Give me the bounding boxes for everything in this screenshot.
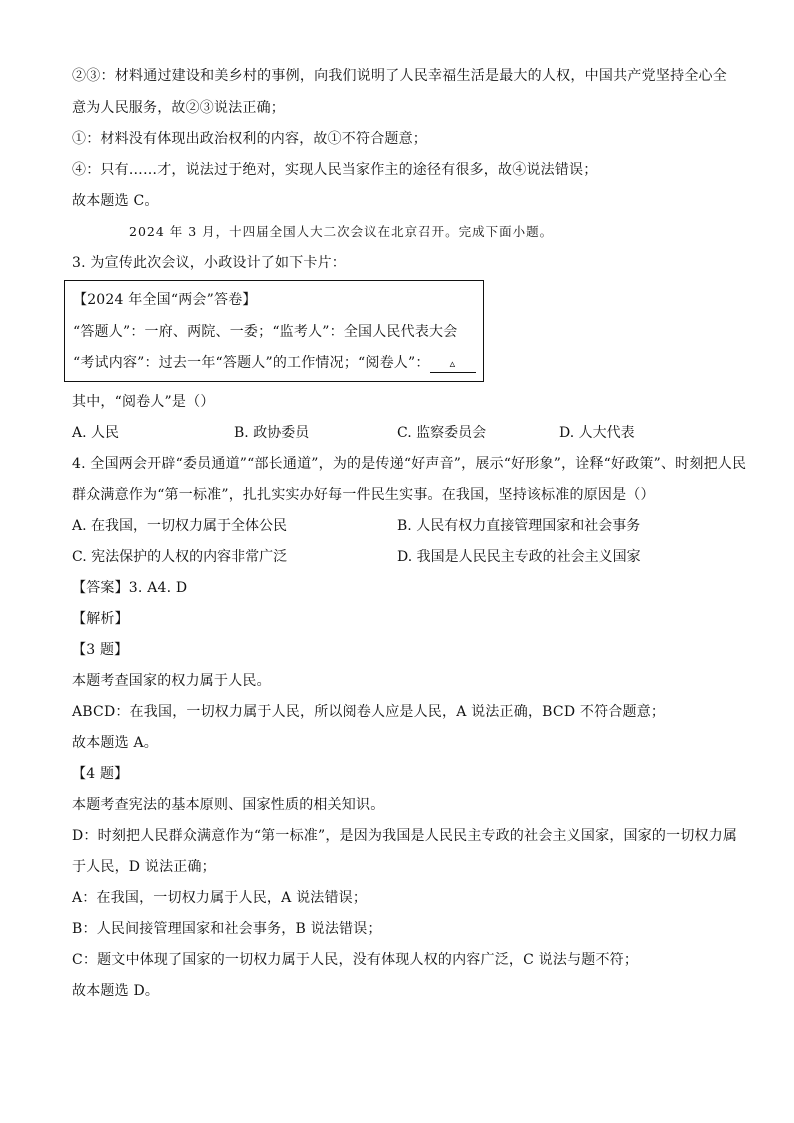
- q3-option-c: C. 监察委员会: [397, 425, 487, 441]
- analysis-text-line: ①：材料没有体现出政治权利的内容，故①不符合题意；: [72, 131, 427, 147]
- answer-line: 【答案】3. A4. D: [72, 580, 188, 596]
- q4-analysis-conclusion: 故本题选 D。: [72, 983, 160, 999]
- q4-analysis-label: 【4 题】: [72, 766, 129, 782]
- question-3-stem: 3. 为宣传此次会议，小政设计了如下卡片：: [72, 255, 347, 271]
- q4-analysis-line: 于人民，D 说法正确；: [72, 859, 216, 875]
- q4-analysis-line: B：人民间接管理国家和社会事务，B 说法错误；: [72, 921, 382, 937]
- analysis-heading: 【解析】: [72, 611, 129, 627]
- card-line: “答题人”：一府、两院、一委；“监考人”：全国人民代表大会: [73, 324, 458, 340]
- card-line-text: “考试内容”：过去一年“答题人”的工作情况；“阅卷人”：: [73, 355, 430, 371]
- q4-option-b: B. 人民有权力直接管理国家和社会事务: [397, 518, 641, 534]
- answer-blank: ▵: [430, 356, 476, 373]
- q3-option-b: B. 政协委员: [234, 425, 310, 441]
- analysis-conclusion: 故本题选 C。: [72, 193, 159, 209]
- q3-analysis-line: 本题考查国家的权力属于人民。: [72, 673, 271, 689]
- question-3-prompt: 其中，“阅卷人”是（）: [72, 394, 215, 410]
- material-intro: 2024 年 3 月，十四届全国人大二次会议在北京召开。完成下面小题。: [129, 224, 554, 239]
- q3-analysis-label: 【3 题】: [72, 642, 129, 658]
- q4-option-a: A. 在我国，一切权力属于全体公民: [72, 518, 288, 534]
- q4-option-c: C. 宪法保护的人权的内容非常广泛: [72, 549, 288, 565]
- analysis-text-line: ②③：材料通过建设和美乡村的事例，向我们说明了人民幸福生活是最大的人权，中国共产党坚持全心全: [72, 68, 727, 84]
- q3-analysis-conclusion: 故本题选 A。: [72, 735, 158, 751]
- q3-option-d: D. 人大代表: [559, 425, 635, 441]
- analysis-text-line: 意为人民服务，故②③说法正确；: [72, 100, 285, 116]
- card-title: 【2024 年全国“两会”答卷】: [73, 292, 257, 308]
- q4-option-d: D. 我国是人民民主专政的社会主义国家: [397, 549, 641, 565]
- q4-analysis-line: D：时刻把人民群众满意作为“第一标准”，是因为我国是人民民主专政的社会主义国家，国家的一切权力属: [72, 828, 738, 844]
- info-card: [64, 280, 484, 382]
- question-4-stem: 群众满意作为“第一标准”，扎扎实实办好每一件民生实事。在我国，坚持该标准的原因是（）: [72, 487, 655, 503]
- question-4-stem: 4. 全国两会开辟“委员通道”“部长通道”，为的是传递“好声音”，展示“好形象”，诠释“好政策”、时刻把人民: [72, 456, 747, 472]
- analysis-text-line: ④：只有……才，说法过于绝对，实现人民当家作主的途径有很多，故④说法错误；: [72, 162, 598, 178]
- q3-analysis-line: ABCD：在我国，一切权力属于人民，所以阅卷人应是人民，A 说法正确，BCD 不符合题意；: [72, 704, 666, 720]
- q4-analysis-line: C：题文中体现了国家的一切权力属于人民，没有体现人权的内容广泛，C 说法与题不符；: [72, 952, 639, 968]
- q4-analysis-line: 本题考查宪法的基本原则、国家性质的相关知识。: [72, 797, 385, 813]
- q3-option-a: A. 人民: [72, 425, 120, 441]
- q4-analysis-line: A：在我国，一切权力属于人民，A 说法错误；: [72, 890, 368, 906]
- card-line-with-blank: [73, 353, 476, 373]
